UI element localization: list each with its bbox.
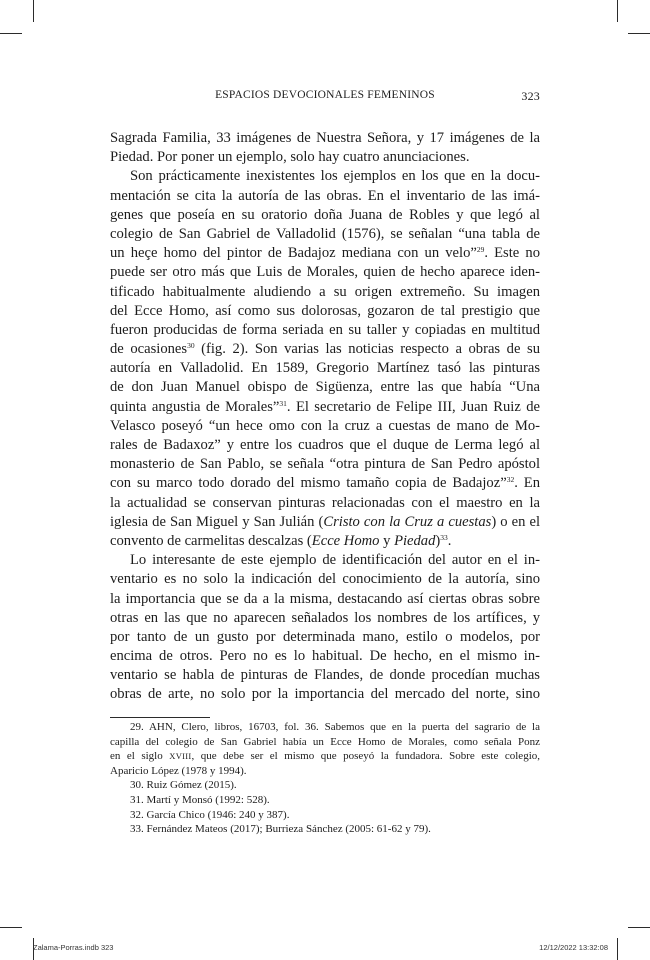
text-segment: . Este no bbox=[484, 245, 540, 262]
text-segment: , que debe ser el mismo que poseyó la fundadora. Sobre este colegio, bbox=[191, 750, 540, 763]
footnote-32: 32. García Chico (1946: 240 y 387). bbox=[130, 808, 290, 821]
footnote-separator bbox=[110, 717, 210, 718]
crop-mark-bottom-left-h bbox=[0, 927, 22, 928]
text-line bbox=[110, 513, 540, 532]
artwork-title: Piedad bbox=[394, 532, 436, 549]
text-line: genes que poseía en su oratorio doña Juana de Robles y que legó al bbox=[110, 206, 540, 223]
text-segment: convento de carmelitas descalzas ( bbox=[110, 532, 312, 549]
crop-mark-top-right bbox=[617, 0, 618, 22]
text-line bbox=[110, 340, 540, 359]
text-line: de don Juan Manuel obispo de Sigüenza, entre las que había “Una bbox=[110, 379, 540, 396]
footnote-ref-33[interactable]: 33 bbox=[440, 532, 448, 542]
century-numeral: XVIII bbox=[169, 751, 192, 762]
text-line bbox=[110, 474, 540, 493]
text-line: monasterio de San Pablo, se señala “otra pintura de San Pedro apóstol bbox=[110, 456, 540, 473]
body-text bbox=[110, 129, 540, 705]
page-number: 323 bbox=[521, 89, 540, 103]
text-line bbox=[110, 532, 540, 551]
artwork-title: Cristo con la Cruz a cuestas bbox=[323, 513, 492, 530]
footnote-ref-29[interactable]: 29 bbox=[476, 245, 485, 255]
text-segment: (fig. 2). Son varias las noticias respecto a obras de su bbox=[194, 341, 540, 358]
text-line: por tanto de un gusto por determinada mano, estilo o modelos, por bbox=[110, 628, 540, 645]
text-line: Sagrada Familia, 33 imágenes de Nuestra Señora, y 17 imágenes de la bbox=[110, 130, 540, 146]
crop-mark-bottom-right bbox=[617, 938, 618, 960]
running-head bbox=[110, 89, 540, 105]
footnote-ref-30[interactable]: 30 bbox=[187, 341, 195, 351]
text-line: Velasco poseyó “un hece omo con la cruz a cuestas de mano de Mo- bbox=[110, 417, 540, 434]
text-line: tificado habitualmente aludiendo a su origen extremeño. Su imagen bbox=[110, 283, 540, 300]
footnote-line bbox=[110, 749, 540, 764]
text-segment: ) bbox=[435, 532, 441, 549]
footnotes bbox=[110, 720, 540, 837]
text-line: Son prácticamente inexistentes los ejemplos en los que en la docu- bbox=[130, 168, 540, 185]
text-line: del Ecce Homo, así como sus dolorosas, gozaron de tal prestigio que bbox=[110, 302, 540, 319]
text-segment: . bbox=[447, 532, 452, 549]
footnote-33: 33. Fernández Mateos (2017); Burrieza Sánchez (2005: 61-62 y 79). bbox=[130, 823, 431, 836]
text-segment: . En bbox=[514, 475, 540, 492]
text-line: colegio de San Gabriel de Valladolid (1576), se señalan “una tabla de bbox=[110, 225, 540, 242]
text-segment: en el siglo bbox=[110, 750, 170, 763]
text-line: rales de Badaxoz” y entre los cuadros que el duque de Lerma legó al bbox=[110, 437, 540, 453]
artwork-title: Ecce Homo bbox=[311, 532, 380, 549]
text-line: ventario se habla de pinturas de Flandes, de donde procedían muchas bbox=[110, 667, 540, 684]
text-line: fueron producidas de forma seriada en su taller y copiadas en multitud bbox=[110, 321, 540, 338]
footnote-ref-31[interactable]: 31 bbox=[279, 398, 287, 408]
text-segment: con su marco todo dorado del mismo tamaño copia de Badajoz” bbox=[110, 475, 507, 492]
text-segment: y bbox=[379, 532, 395, 549]
text-line: mentación se cita la autoría de las obras. En el inventario de las imá- bbox=[110, 187, 540, 204]
footnote-line: 29. AHN, Clero, libros, 16703, fol. 36. Sabemos que en la puerta del sagrario de la bbox=[130, 721, 540, 733]
text-line: Lo interesante de este ejemplo de identificación del autor en el in- bbox=[130, 552, 540, 569]
crop-mark-top-right-h bbox=[628, 33, 650, 34]
text-line: obras de arte, no solo por la importancia del mercado del norte, sino bbox=[110, 686, 540, 703]
text-line: la actualidad se conservan pinturas relacionadas con el maestro en la bbox=[110, 494, 540, 511]
footnote-30: 30. Ruiz Gómez (2015). bbox=[130, 779, 237, 792]
footnote-line: Aparicio López (1978 y 1994). bbox=[110, 764, 247, 777]
paragraph-3 bbox=[110, 551, 540, 705]
paragraph-2 bbox=[110, 167, 540, 551]
slug-filename: Zalama-Porras.indb 323 bbox=[33, 943, 114, 952]
text-segment: iglesia de San Miguel y San Julián ( bbox=[110, 513, 324, 530]
text-line: la importancia que se da a la misma, destacando así ciertas obras sobre bbox=[110, 590, 540, 607]
slug-timestamp: 12/12/2022 13:32:08 bbox=[539, 943, 608, 952]
text-line: otras en las que no aparecen señalados los nombres de los artífices, y bbox=[110, 609, 540, 626]
text-segment: quinta angustia de Morales” bbox=[110, 398, 280, 415]
text-line bbox=[110, 398, 540, 417]
text-line bbox=[110, 244, 540, 263]
text-segment: ) o en el bbox=[491, 513, 540, 530]
footnote-29 bbox=[110, 720, 540, 778]
text-line: Piedad. Por poner un ejemplo, solo hay cuatro anunciaciones. bbox=[110, 149, 470, 166]
running-title: ESPACIOS DEVOCIONALES FEMENINOS bbox=[215, 89, 435, 101]
footnote-ref-32[interactable]: 32 bbox=[506, 475, 515, 485]
text-line: ventario es no solo la indicación del conocimiento de la autoría, sino bbox=[110, 571, 540, 588]
text-line: puede ser otro más que Luis de Morales, quien de hecho aparece iden- bbox=[110, 264, 540, 281]
footnote-line: capilla del colegio de San Gabriel había un Ecce Homo de Morales, como señala Ponz bbox=[110, 735, 540, 748]
text-line: autoría en Valladolid. En 1589, Gregorio Martínez tasó las pinturas bbox=[110, 360, 540, 377]
crop-mark-bottom-right-h bbox=[628, 927, 650, 928]
text-segment: un heçe homo del pintor de Badajoz mediana con un velo” bbox=[110, 245, 477, 262]
text-segment: . El secretario de Felipe III, Juan Ruiz de bbox=[286, 398, 540, 415]
text-line: encima de otros. Pero no es lo habitual. De hecho, en el mismo in- bbox=[110, 648, 540, 665]
text-segment: de ocasiones bbox=[110, 341, 188, 358]
crop-mark-top-left-h bbox=[0, 33, 22, 34]
crop-mark-top-left bbox=[33, 0, 34, 22]
paragraph-1 bbox=[110, 129, 540, 167]
footnote-31: 31. Martí y Monsó (1992: 528). bbox=[130, 793, 270, 806]
